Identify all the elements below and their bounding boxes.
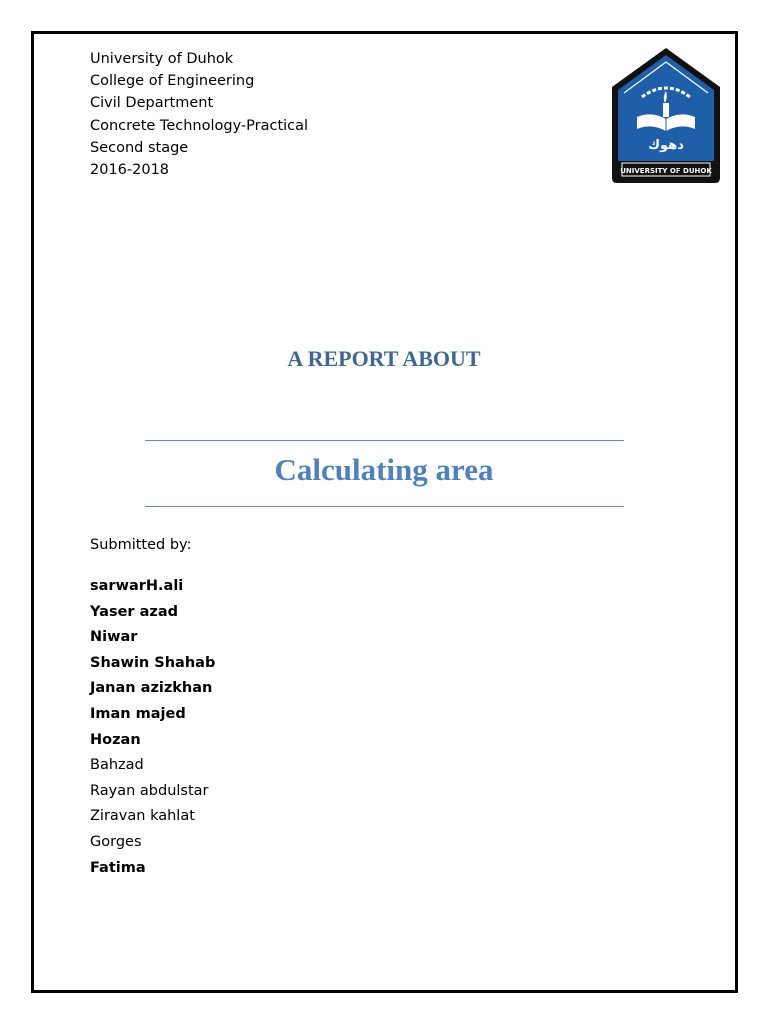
submitted-by-label: Submitted by: [90, 537, 192, 553]
member-name: Ziravan kahlat [90, 808, 195, 825]
department-name: Civil Department [90, 95, 214, 112]
member-name: Niwar [90, 629, 138, 646]
university-logo [609, 45, 723, 185]
member-name: Gorges [90, 833, 142, 850]
report-subtitle: A REPORT ABOUT [287, 346, 481, 371]
member-name: Shawin Shahab [90, 654, 216, 671]
logo-script-text: دهوك [648, 138, 684, 153]
course-name: Concrete Technology-Practical [90, 117, 309, 134]
title-rule-top [145, 440, 624, 441]
member-name: Rayan abdulstar [90, 782, 209, 799]
college-name: College of Engineering [90, 73, 255, 90]
member-name: sarwarH.ali [90, 578, 184, 594]
member-name: Janan azizkhan [90, 680, 213, 697]
member-list [90, 574, 215, 881]
report-title: Calculating area [274, 452, 494, 487]
institution-header [90, 48, 308, 181]
academic-years: 2016-2018 [90, 162, 170, 179]
university-name: University of Duhok [90, 51, 234, 67]
logo-caption: UNIVERSITY OF DUHOK [620, 167, 712, 175]
member-name: Fatima [90, 859, 146, 876]
member-name: Hozan [90, 731, 141, 748]
stage-label: Second stage [90, 139, 189, 156]
member-name: Bahzad [90, 757, 144, 774]
title-rule-bottom [145, 506, 624, 507]
member-name: Iman majed [90, 705, 186, 722]
member-name: Yaser azad [90, 603, 179, 620]
